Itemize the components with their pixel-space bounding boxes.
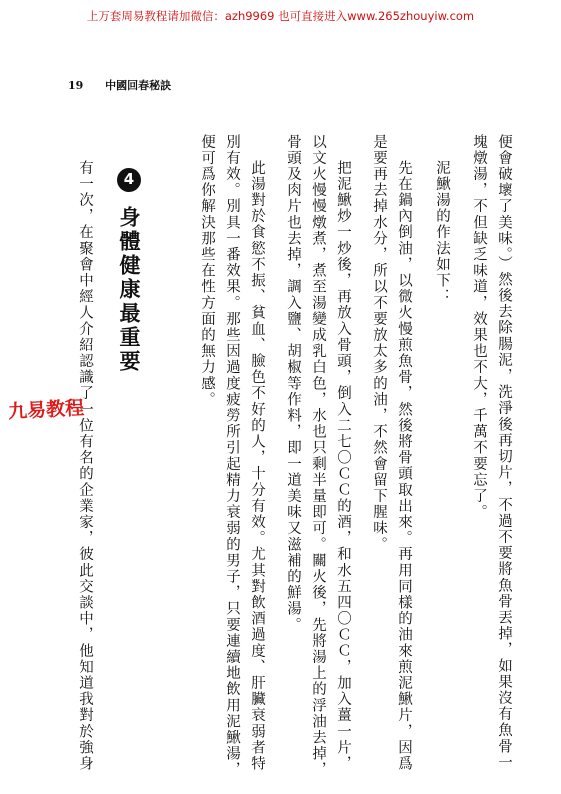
top-banner: 上万套周易教程请加微信：azh9969 也可直接进入www.265zhouyiw.com	[86, 9, 475, 23]
book-title: 中國回春秘訣	[105, 79, 172, 92]
text-column-3: 泥鰍湯的作法如下：	[434, 160, 450, 305]
section-number-badge: 4	[117, 168, 141, 192]
text-column-8: 骨頭及肉片也去掉，調入鹽、胡椒等作料，即一道美味又滋補的鮮湯。	[285, 134, 301, 634]
page-number: 19	[68, 79, 84, 92]
text-column-1: 便會破壞了美味。）然後去除腸泥，洗淨後再切片，不過不要將魚骨丟掉，如果沒有魚骨一	[496, 134, 512, 771]
text-column-12: 有一次，在聚會中經人介紹認識了一位有名的企業家，彼此交談中，他知道我對於強身	[77, 160, 93, 772]
text-column-10: 別有效。別具一番效果。那些因過度疲勞所引起精力衰弱的男子，只要連續地飲用泥鰍湯，	[224, 134, 240, 778]
text-column-6: 把泥鰍炒一炒後，再放入骨頭，倒入二七〇ＣＣ的酒，和水五四〇ＣＣ，加入薑一片，	[335, 160, 351, 772]
text-column-2: 塊燉湯，不但缺乏味道，效果也不大，千萬不要忘了。	[471, 134, 487, 521]
section-title: 身體健康最重要	[117, 206, 141, 374]
text-column-4: 先在鍋內倒油，以微火慢煎魚骨，然後將骨頭取出來。再用同樣的油來煎泥鰍片，因爲	[396, 160, 412, 772]
running-header	[68, 77, 171, 93]
text-column-11: 便可爲你解決那些在性方面的無力感。	[199, 134, 215, 408]
text-column-7: 以文火慢慢燉煮，煮至湯變成乳白色，水也只剩半量即可。關火後，先將湯上的浮油去掉，	[310, 134, 326, 778]
text-column-5: 是要再去掉水分，所以不要放太多的油，不然會留下腥味。	[371, 134, 387, 553]
watermark-text: 九易教程	[7, 397, 85, 423]
section-heading	[114, 168, 144, 374]
text-column-9: 此湯對於食慾不振、貧血、臉色不好的人，十分有效。尤其對飲酒過度、肝臟衰弱者特	[249, 160, 265, 772]
